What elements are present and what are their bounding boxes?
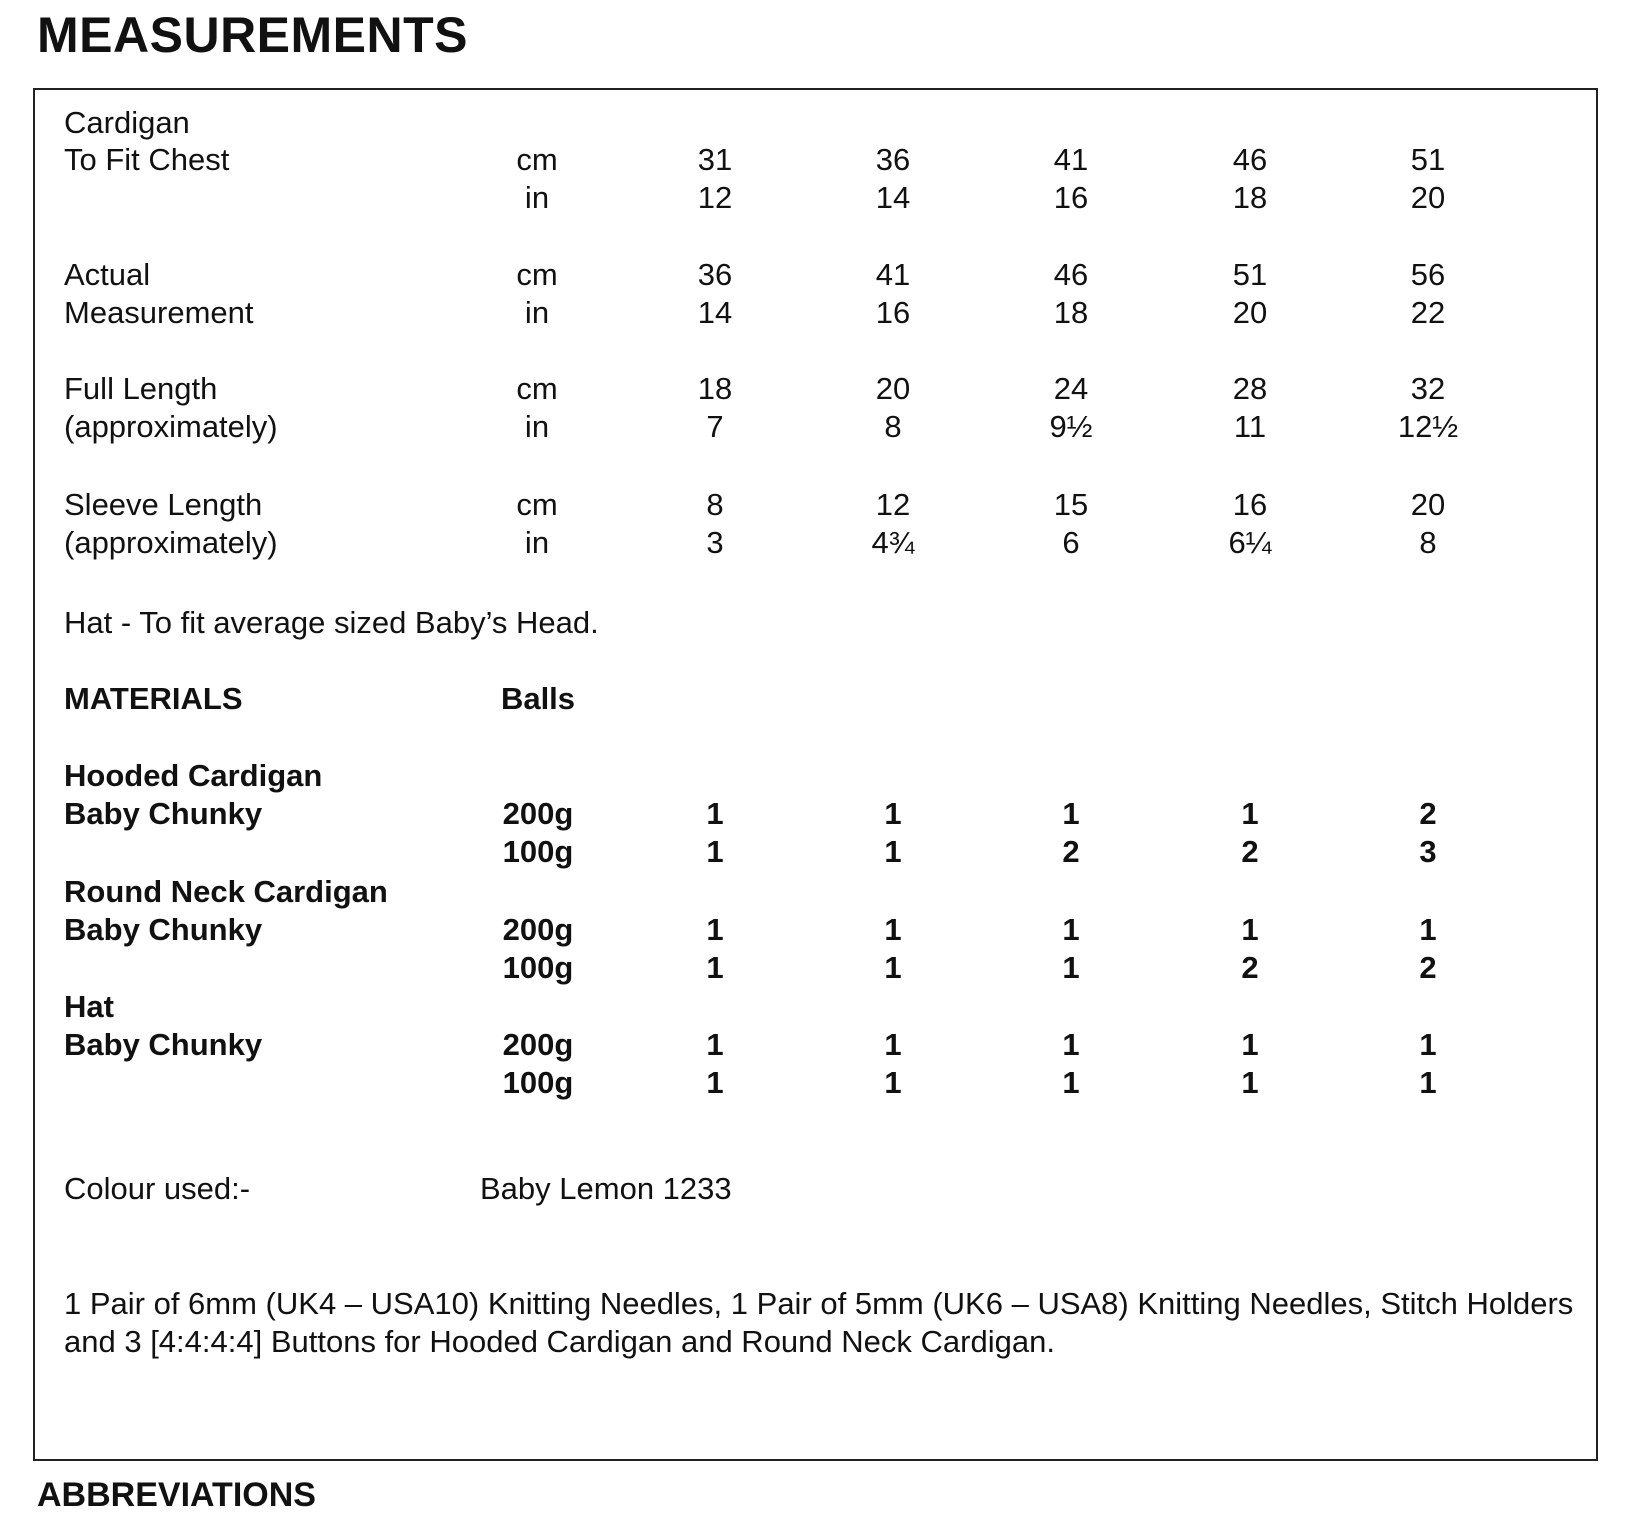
size-value-in: 7: [706, 409, 724, 444]
size-value-cm: 20: [875, 371, 911, 406]
ball-weight: 200g: [502, 912, 574, 947]
material-group-title: Hooded Cardigan: [64, 758, 323, 793]
unit-cm: cm: [516, 487, 558, 522]
abbreviations-heading: ABBREVIATIONS: [37, 1476, 316, 1514]
colour-label: Colour used:-: [64, 1171, 251, 1206]
size-value-in: 4¾: [871, 525, 915, 560]
size-value-in: 12½: [1397, 409, 1459, 444]
size-value-cm: 31: [697, 142, 733, 177]
ball-count: 1: [1062, 950, 1080, 985]
size-value-cm: 16: [1232, 487, 1268, 522]
ball-count: 1: [706, 950, 724, 985]
size-value-in: 22: [1410, 295, 1446, 330]
unit-in: in: [524, 180, 550, 215]
measurement-label: Actual: [64, 257, 151, 292]
size-value-in: 14: [697, 295, 733, 330]
ball-weight: 100g: [502, 834, 574, 869]
ball-count: 1: [884, 1065, 902, 1100]
ball-count: 2: [1062, 834, 1080, 869]
size-value-cm: 41: [1053, 142, 1089, 177]
measurement-label: Full Length: [64, 371, 218, 406]
ball-count: 1: [1241, 1027, 1259, 1062]
ball-count: 1: [706, 912, 724, 947]
size-value-in: 18: [1232, 180, 1268, 215]
size-value-in: 20: [1232, 295, 1268, 330]
size-value-cm: 56: [1410, 257, 1446, 292]
material-group-title: Hat: [64, 989, 114, 1024]
size-value-cm: 51: [1410, 142, 1446, 177]
size-value-cm: 15: [1053, 487, 1089, 522]
ball-weight: 200g: [502, 796, 574, 831]
size-value-in: 6: [1062, 525, 1080, 560]
measurement-label: Sleeve Length: [64, 487, 263, 522]
ball-count: 1: [706, 1065, 724, 1100]
measurement-sublabel: (approximately): [64, 525, 278, 560]
size-value-in: 3: [706, 525, 724, 560]
ball-count: 1: [884, 1027, 902, 1062]
size-value-cm: 8: [706, 487, 724, 522]
ball-count: 1: [884, 912, 902, 947]
measurement-label: To Fit Chest: [64, 142, 230, 177]
size-value-cm: 46: [1053, 257, 1089, 292]
yarn-name: Baby Chunky: [64, 912, 263, 947]
ball-count: 1: [1062, 1027, 1080, 1062]
size-value-in: 14: [875, 180, 911, 215]
ball-weight: 200g: [502, 1027, 574, 1062]
hat-note: Hat - To fit average sized Baby’s Head.: [64, 605, 599, 640]
size-value-cm: 46: [1232, 142, 1268, 177]
size-value-cm: 41: [875, 257, 911, 292]
unit-cm: cm: [516, 257, 558, 292]
ball-count: 1: [1241, 1065, 1259, 1100]
size-value-cm: 12: [875, 487, 911, 522]
unit-cm: cm: [516, 371, 558, 406]
size-value-in: 16: [875, 295, 911, 330]
ball-count: 1: [1062, 796, 1080, 831]
ball-count: 1: [1062, 912, 1080, 947]
unit-cm: cm: [516, 142, 558, 177]
size-value-cm: 18: [697, 371, 733, 406]
ball-count: 1: [1419, 912, 1437, 947]
measurement-sublabel: Measurement: [64, 295, 254, 330]
ball-count: 2: [1241, 834, 1259, 869]
colour-value: Baby Lemon 1233: [480, 1171, 732, 1206]
size-value-cm: 20: [1410, 487, 1446, 522]
measurement-sublabel: (approximately): [64, 409, 278, 444]
size-value-cm: 28: [1232, 371, 1268, 406]
material-group-title: Round Neck Cardigan: [64, 874, 388, 909]
ball-count: 2: [1241, 950, 1259, 985]
ball-count: 1: [706, 1027, 724, 1062]
ball-count: 1: [1419, 1027, 1437, 1062]
size-value-in: 18: [1053, 295, 1089, 330]
size-value-in: 6¼: [1228, 525, 1272, 560]
yarn-name: Baby Chunky: [64, 1027, 263, 1062]
size-value-in: 8: [884, 409, 902, 444]
yarn-name: Baby Chunky: [64, 796, 263, 831]
size-value-in: 12: [697, 180, 733, 215]
ball-weight: 100g: [502, 1065, 574, 1100]
size-value-in: 20: [1410, 180, 1446, 215]
unit-in: in: [524, 295, 550, 330]
size-value-in: 11: [1233, 409, 1267, 444]
ball-count: 1: [706, 796, 724, 831]
garment-label: Cardigan: [64, 105, 190, 140]
ball-count: 1: [1241, 796, 1259, 831]
size-value-cm: 36: [875, 142, 911, 177]
materials-heading: MATERIALS: [64, 681, 243, 716]
ball-count: 1: [884, 950, 902, 985]
unit-in: in: [524, 409, 550, 444]
ball-count: 1: [1241, 912, 1259, 947]
ball-count: 2: [1419, 796, 1437, 831]
balls-label: Balls: [500, 681, 576, 716]
size-value-cm: 51: [1232, 257, 1268, 292]
size-value-cm: 36: [697, 257, 733, 292]
ball-count: 1: [1419, 1065, 1437, 1100]
size-value-in: 9½: [1049, 409, 1093, 444]
ball-count: 1: [1062, 1065, 1080, 1100]
size-value-in: 16: [1053, 180, 1089, 215]
ball-count: 1: [706, 834, 724, 869]
ball-count: 1: [884, 834, 902, 869]
size-value-cm: 32: [1410, 371, 1446, 406]
size-value-cm: 24: [1053, 371, 1089, 406]
ball-weight: 100g: [502, 950, 574, 985]
page-title: MEASUREMENTS: [37, 7, 469, 63]
ball-count: 3: [1419, 834, 1437, 869]
ball-count: 1: [884, 796, 902, 831]
ball-count: 2: [1419, 950, 1437, 985]
size-value-in: 8: [1419, 525, 1437, 560]
needles-paragraph: 1 Pair of 6mm (UK4 – USA10) Knitting Needles, 1 Pair of 5mm (UK6 – USA8) Knitting Needles, Stitch Holders and 3 [4:4:4:4] Buttons for Hooded Cardigan and Round Neck Cardigan.: [64, 1286, 1574, 1359]
unit-in: in: [524, 525, 550, 560]
